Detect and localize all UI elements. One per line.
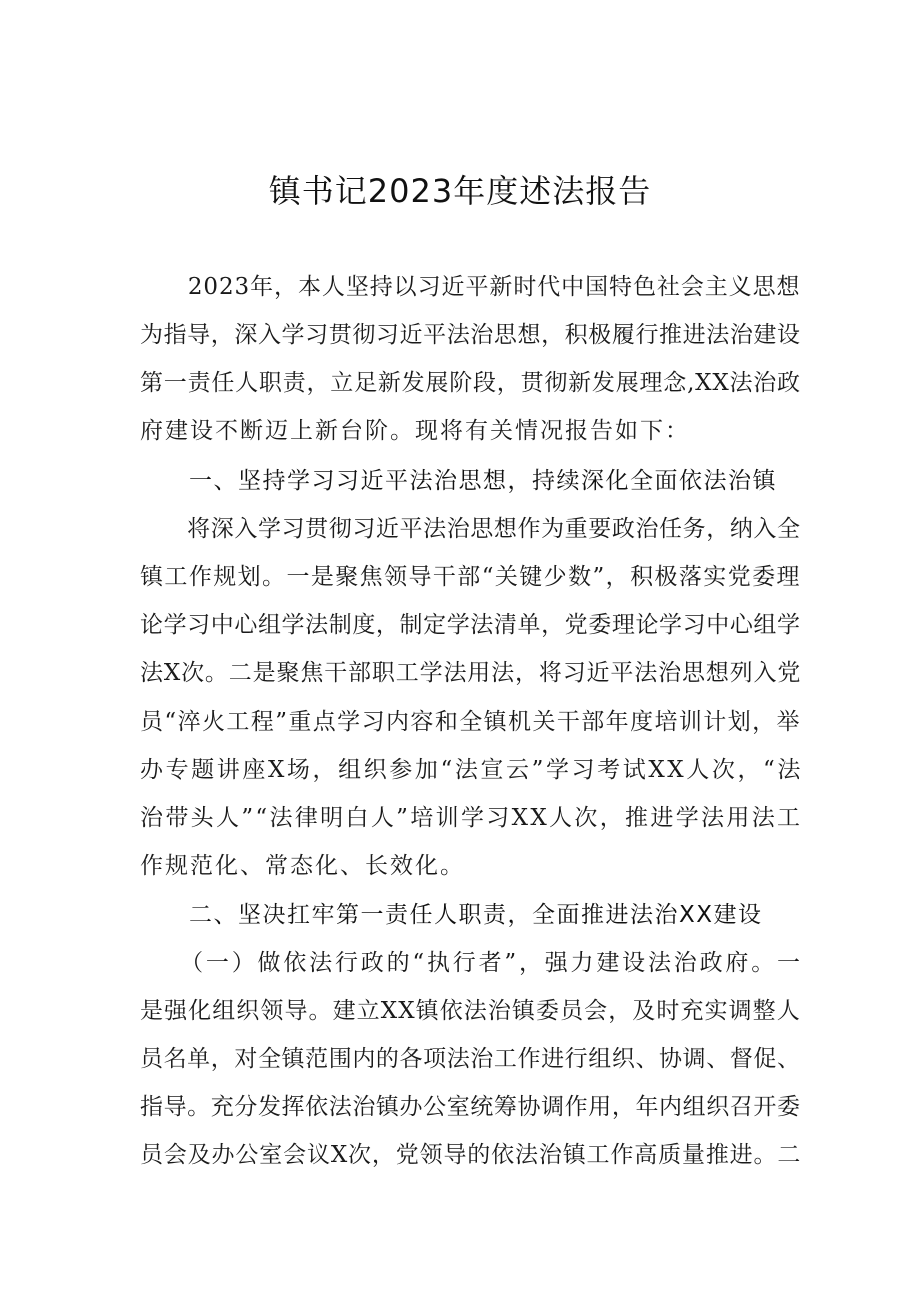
paragraph-line: 办专题讲座X场，组织参加“法宣云”学习考试XX人次，“法 bbox=[140, 757, 803, 783]
paragraph-line: 指导。充分发挥依法治镇办公室统筹协调作用，年内组织召开委 bbox=[140, 1094, 801, 1120]
paragraph-line: 治带头人”“法律明白人”培训学习XX人次，推进学法用法工 bbox=[140, 805, 803, 831]
paragraph-line: 作规范化、常态化、长效化。 bbox=[140, 853, 465, 879]
paragraph-line: 府建设不断迈上新台阶。现将有关情况报告如下： bbox=[140, 418, 690, 444]
paragraph-line: 法X次。二是聚焦干部职工学法用法，将习近平法治思想列入党 bbox=[140, 660, 802, 686]
section-heading: 一、坚持学习习近平法治思想，持续深化全面依法治镇 bbox=[140, 468, 777, 494]
paragraph-line: 将深入学习贯彻习近平法治思想作为重要政治任务，纳入全 bbox=[140, 516, 801, 542]
paragraph-line: 员“淬火工程”重点学习内容和全镇机关干部年度培训计划，举 bbox=[140, 709, 801, 735]
paragraph-line: 为指导，深入学习贯彻习近平法治思想，积极履行推进法治建设 bbox=[140, 322, 801, 348]
section-heading: 二、坚决扛牢第一责任人职责，全面推进法治XX建设 bbox=[140, 902, 763, 928]
paragraph-line: （一）做依法行政的“执行者”，强力建设法治政府。一 bbox=[140, 950, 803, 976]
paragraph-line: 2023年，本人坚持以习近平新时代中国特色社会主义思想 bbox=[140, 274, 801, 300]
paragraph-line: 论学习中心组学法制度，制定学法清单，党委理论学习中心组学 bbox=[140, 612, 801, 638]
paragraph-line: 第一责任人职责，立足新发展阶段，贯彻新发展理念,XX法治政 bbox=[140, 370, 801, 396]
paragraph-line: 镇工作规划。一是聚焦领导干部“关键少数”，积极落实党委理 bbox=[140, 564, 801, 590]
document-title: 镇书记2023年度述法报告 bbox=[268, 172, 652, 210]
paragraph-line: 员名单，对全镇范围内的各项法治工作进行组织、协调、督促、 bbox=[140, 1046, 801, 1072]
paragraph-line: 是强化组织领导。建立XX镇依法治镇委员会，及时充实调整人 bbox=[140, 998, 801, 1024]
paragraph-line: 员会及办公室会议X次，党领导的依法治镇工作高质量推进。二 bbox=[140, 1142, 802, 1168]
